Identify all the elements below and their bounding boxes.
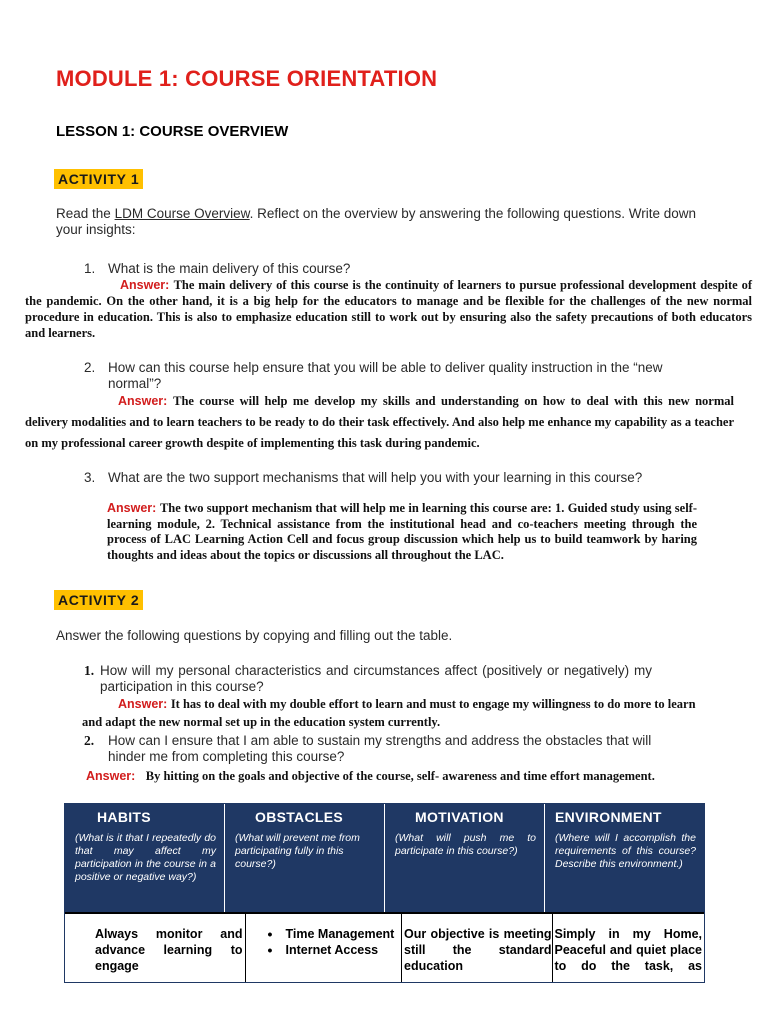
column-title: HABITS xyxy=(97,809,151,825)
header-obstacles xyxy=(225,804,385,912)
answer-text: It has to deal with my double effort to learn and must to engage my willingness to do more to learn and adapt the new normal set up in the education system currently. xyxy=(82,697,696,729)
answer-text: By hitting on the goals and objective of the course, self- awareness and time effort management. xyxy=(145,769,655,783)
answer-label: Answer: xyxy=(107,501,157,515)
motivation-cell xyxy=(402,914,553,982)
activity-2-label: ACTIVITY 2 xyxy=(54,590,143,610)
activity-1-instructions xyxy=(56,206,696,238)
question-text: How can I ensure that I am able to sustain my strengths and address the obstacles that will hinder me from completing this course? xyxy=(108,733,652,764)
header-habits xyxy=(65,804,225,912)
table-header-row xyxy=(65,804,704,912)
question-1 xyxy=(84,261,684,277)
activity-1-label: ACTIVITY 1 xyxy=(54,169,143,189)
intro-text-end: . Reflect on the overview by answering the following questions. Write down your insights: xyxy=(56,206,696,237)
question-text: What are the two support mechanisms that will help you with your learning in this course? xyxy=(108,470,643,485)
question-text: What is the main delivery of this course? xyxy=(108,261,351,276)
column-note: (Where will I accomplish the requirements of this course? Describe this environment.) xyxy=(555,832,696,870)
column-note: (What is it that I repeatedly do that may affect my participation in the course in a positive or negative way?) xyxy=(75,832,216,883)
column-title: OBSTACLES xyxy=(255,809,343,825)
header-environment xyxy=(545,804,704,912)
activity-2-question-2 xyxy=(84,733,684,765)
column-title: MOTIVATION xyxy=(415,809,504,825)
habits-cell xyxy=(65,914,246,982)
habits-answer: Always monitor and advance learning to engage xyxy=(95,927,243,973)
reflection-table xyxy=(64,803,705,983)
answer-1 xyxy=(25,277,752,341)
activity-2-answer-2 xyxy=(86,768,746,784)
question-number: 2. xyxy=(84,360,96,375)
header-motivation xyxy=(385,804,545,912)
environment-answer: Simply in my Home, Peaceful and quiet place to do the task, as xyxy=(554,927,702,973)
column-title: ENVIRONMENT xyxy=(555,809,662,825)
activity-2-instructions: Answer the following questions by copying and filling out the table. xyxy=(56,628,453,643)
motivation-answer: Our objective is meeting still the standard education xyxy=(404,927,552,973)
list-item: • Internet Access xyxy=(268,942,402,958)
answer-text: The two support mechanism that will help me in learning this course are: 1. Guided study using self-learning module, 2. Technical assistance from the institutional head and co-teachers meeting through the process of LAC Learning Action Cell and focus group discussion which help us to build teamwork by haring thoughts and ideas about the topics or discussions all throughout the LAC. xyxy=(107,501,697,562)
question-number: 3. xyxy=(84,470,96,485)
ldm-course-overview-link[interactable]: LDM Course Overview xyxy=(114,206,250,221)
activity-2-question-1 xyxy=(84,663,652,695)
answer-text: The main delivery of this course is the continuity of learners to pursue professional development despite of the pandemic. On the other hand, it is a big help for the educators to manage and be flexible for the challenges of the new normal procedure in education. This is also to emphasize education still to work out by ensuring also the safety precautions of both educators and learners. xyxy=(25,278,752,340)
answer-text: The course will help me develop my skills and understanding on how to deal with this new normal delivery modalities and to learn teachers to be ready to do their task effectively. And also help me enhance my capability as a teacher on my professional career growth despite of implementing this task during pandemic. xyxy=(25,394,734,450)
answer-label: Answer: xyxy=(120,278,170,292)
answer-label: Answer: xyxy=(118,394,168,408)
question-number: 2. xyxy=(84,733,95,748)
question-number: 1. xyxy=(84,261,96,276)
activity-2-answer-1 xyxy=(82,695,702,731)
table-answer-row xyxy=(65,912,704,982)
module-title: MODULE 1: COURSE ORIENTATION xyxy=(56,66,438,91)
answer-3 xyxy=(107,501,697,563)
question-text: How will my personal characteristics and circumstances affect (positively or negatively) my participation in this course? xyxy=(100,663,652,694)
environment-cell xyxy=(553,914,705,982)
column-note: (What will prevent me from participating fully in this course?) xyxy=(235,832,360,870)
answer-label: Answer: xyxy=(118,697,168,711)
list-item: • Time Management xyxy=(268,926,402,942)
obstacles-list xyxy=(254,926,402,958)
question-number: 1. xyxy=(84,663,95,678)
answer-label: Answer: xyxy=(86,769,136,783)
question-2 xyxy=(84,360,704,392)
question-text: How can this course help ensure that you will be able to deliver quality instruction in the “new normal”? xyxy=(108,360,663,391)
answer-2 xyxy=(25,391,734,454)
lesson-title: LESSON 1: COURSE OVERVIEW xyxy=(56,123,289,140)
obstacles-cell xyxy=(246,914,403,982)
column-note: (What will push me to participate in this course?) xyxy=(395,832,536,857)
intro-text-start: Read the xyxy=(56,206,115,221)
question-3 xyxy=(84,470,696,486)
